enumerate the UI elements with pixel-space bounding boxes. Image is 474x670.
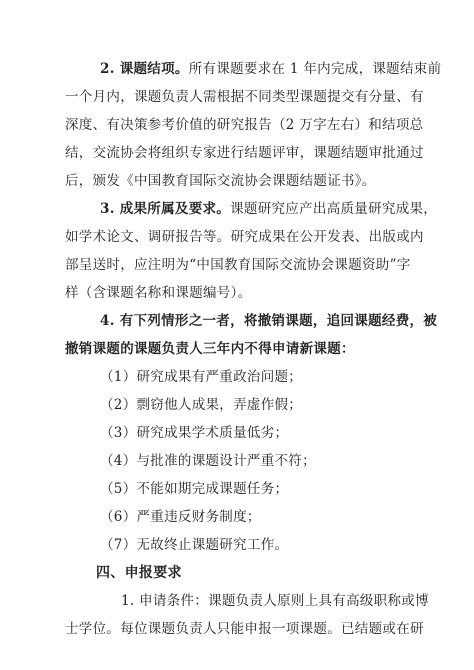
item-2-line-5: 后，颁发《中国教育国际交流协会课题结题证书》。 (65, 173, 376, 189)
application-conditions-line-2: 士学位。每位课题负责人只能申报一项课题。已结题或在研 (65, 621, 424, 637)
condition-6: （6）严重违反财务制度； (100, 509, 261, 525)
item-3-line-4: 样（含课题名称和课题编号）。 (65, 285, 252, 301)
section-4-heading: 四、申报要求 (96, 565, 182, 581)
item-3-lead: 3. 成果所属及要求。 (100, 201, 231, 217)
condition-5: （5）不能如期完成课题任务； (100, 481, 289, 497)
item-2-line-1: 2. 课题结项。所有课题要求在 1 年内完成，课题结束前 (100, 61, 442, 77)
item-4-line-1: 4. 有下列情形之一者，将撤销课题，追回课题经费，被 (100, 313, 438, 329)
item-3-line-3: 部呈送时，应注明为“中国教育国际交流协会课题资助”字 (65, 257, 411, 273)
item-2-line-3: 深度、有决策参考价值的研究报告（2 万字左右）和结项总 (65, 117, 424, 133)
item-2-lead: 2. 课题结项。 (100, 61, 189, 77)
item-2-line-2: 一个月内，课题负责人需根据不同类型课题提交有分量、有 (65, 89, 424, 105)
condition-4: （4）与批准的课题设计严重不符； (100, 453, 316, 469)
condition-3: （3）研究成果学术质量低劣； (100, 425, 289, 441)
application-conditions-lead: 1. 申请条件： (121, 593, 209, 609)
item-3-line-1: 3. 成果所属及要求。课题研究应产出高质量研究成果， (100, 201, 438, 217)
condition-1: （1）研究成果有严重政治问题； (100, 369, 303, 385)
item-3-line-2: 如学术论文、调研报告等。研究成果在公开发表、出版或内 (65, 229, 424, 245)
application-conditions-line-1: 1. 申请条件：课题负责人原则上具有高级职称或博 (121, 593, 429, 609)
item-4-line-2: 撤销课题的课题负责人三年内不得申请新课题： (65, 341, 355, 357)
item-2-line-4: 结，交流协会将组织专家进行结题评审，课题结题审批通过 (65, 145, 424, 161)
condition-7: （7）无故终止课题研究工作。 (100, 537, 289, 553)
condition-2: （2）剽窃他人成果，弄虚作假； (100, 397, 303, 413)
